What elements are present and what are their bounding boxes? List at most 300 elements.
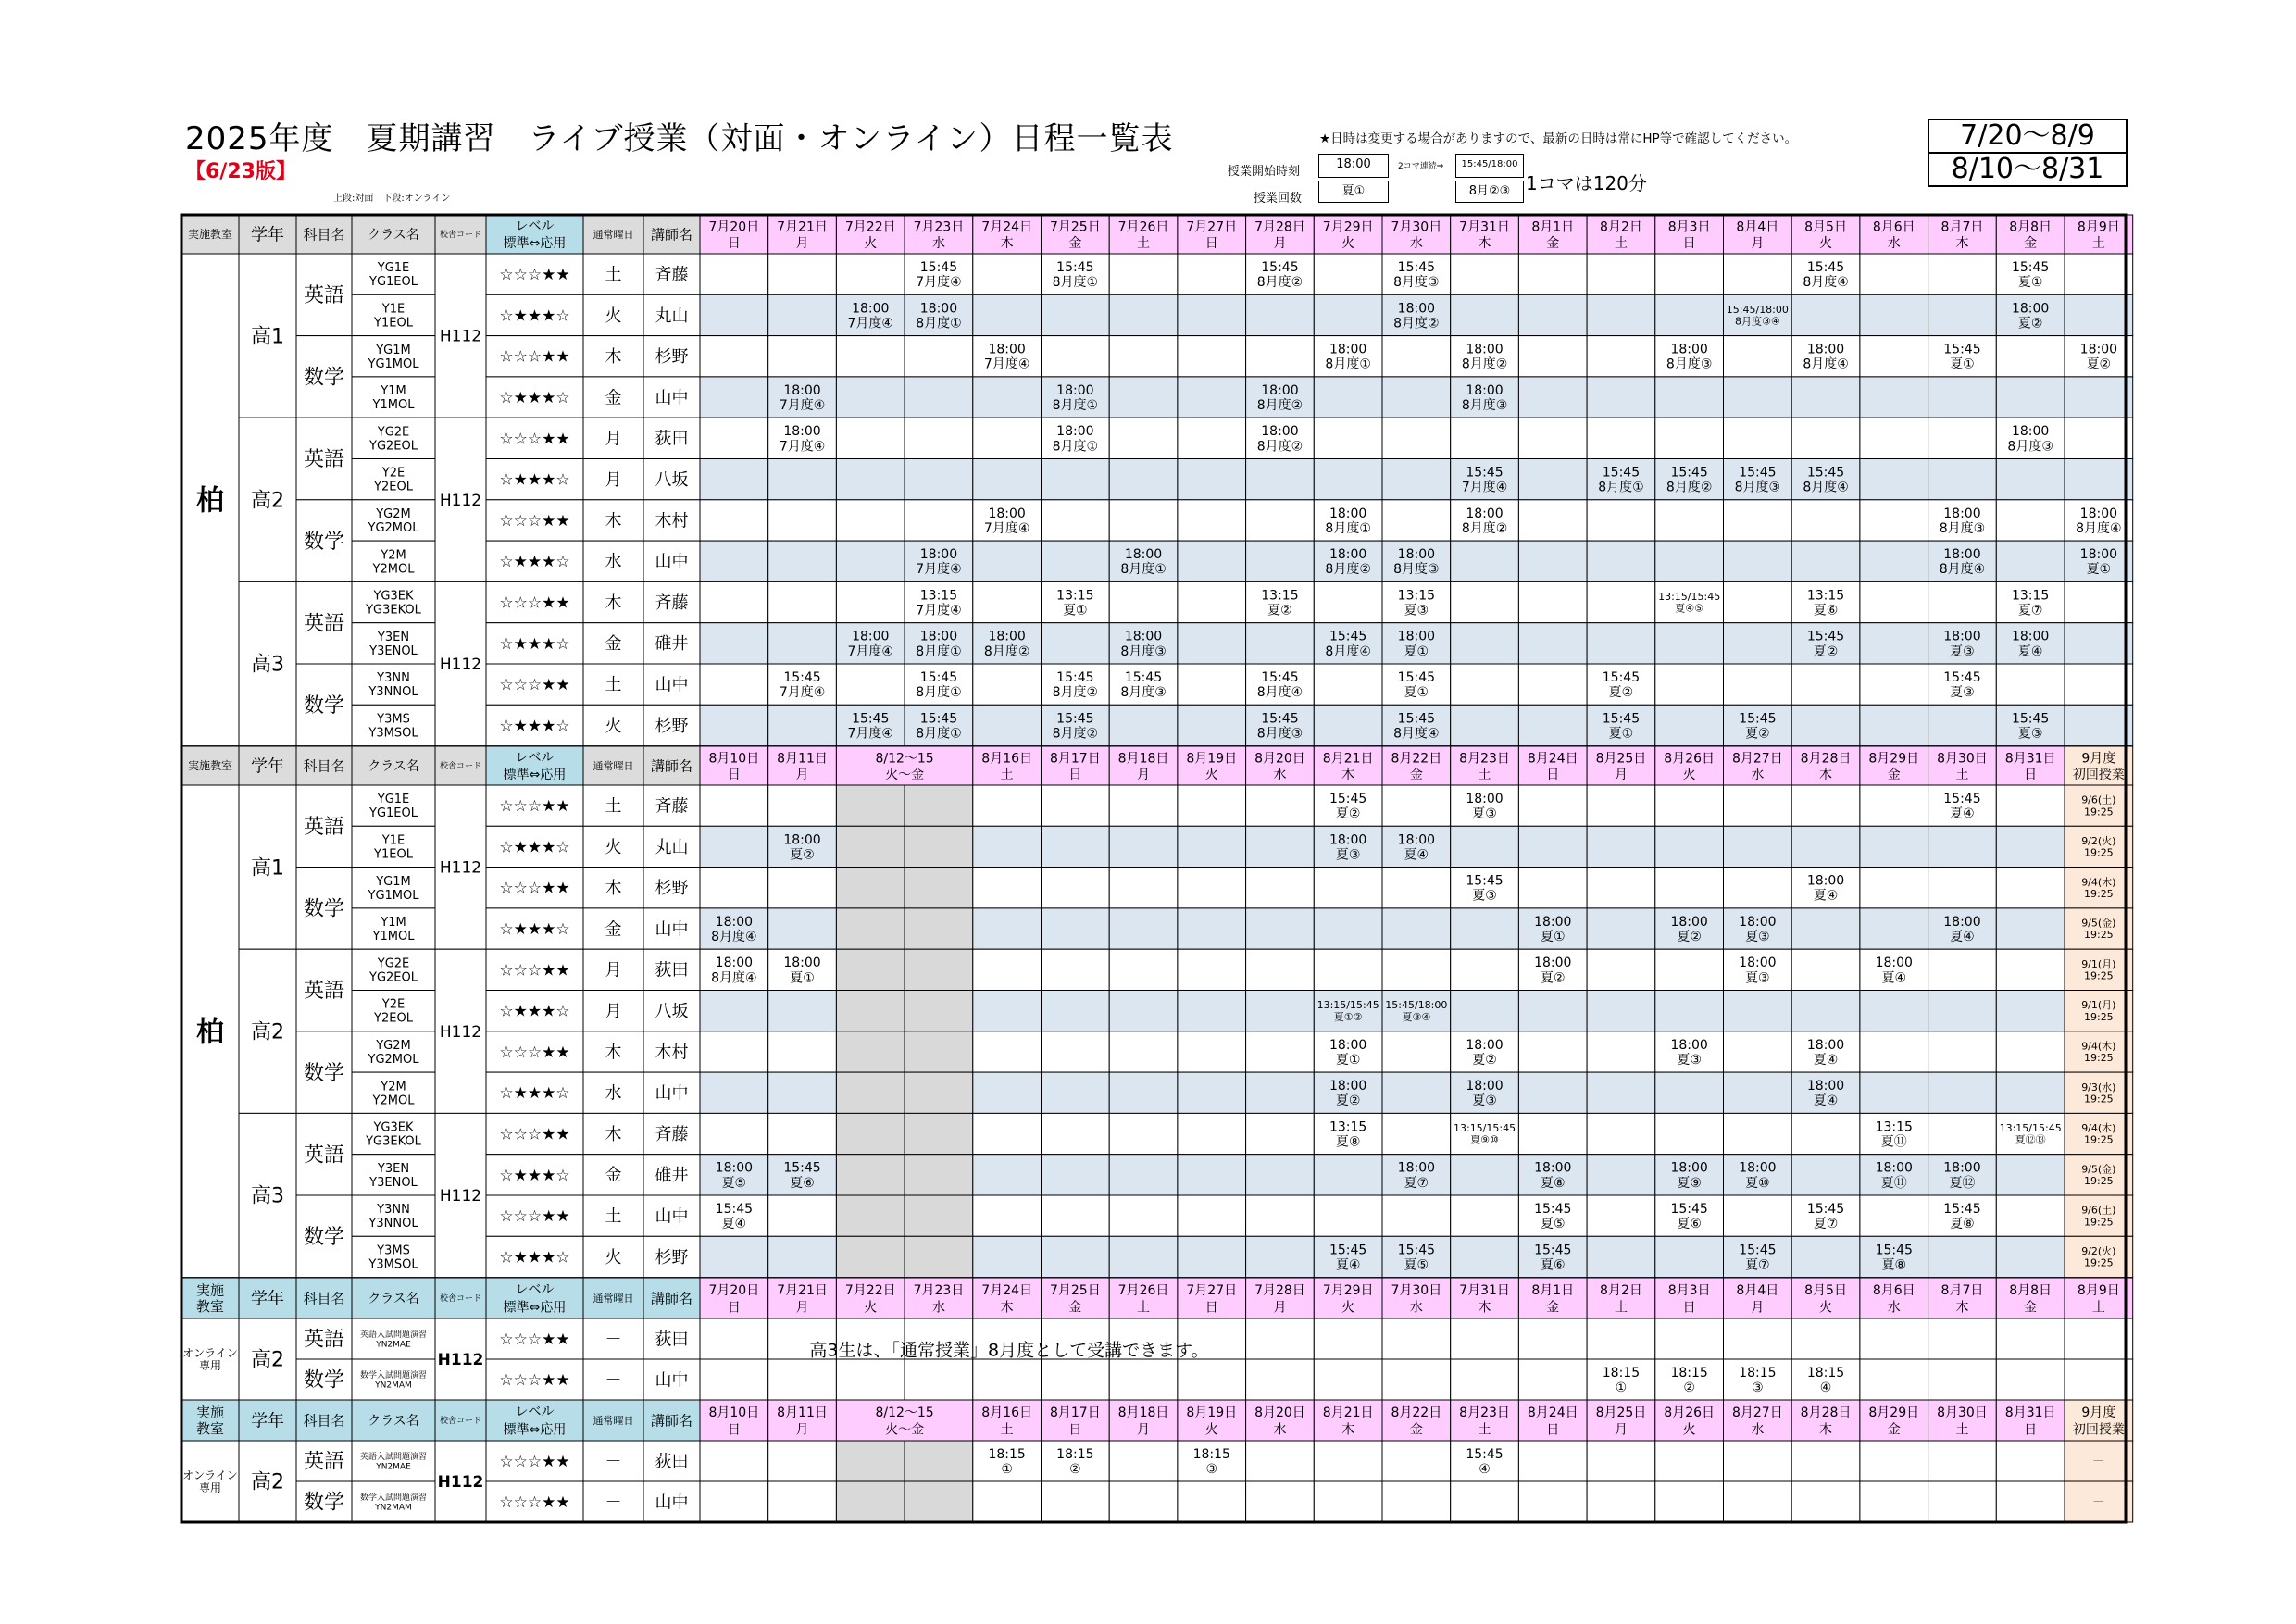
aug-break-cell [905,1072,973,1113]
jul-schedule-cell [1382,418,1451,458]
jul-weekday-label: 土 [2091,236,2105,252]
aug-weekday-label: 火 [1204,768,1218,783]
onaug-teacher-label: 荻田 [655,1452,689,1472]
onaug-col-grade: 学年 [251,1411,284,1431]
jul-date-label: 8月6日 [1872,219,1915,235]
jul-session: 15:45 8月度① [916,670,962,701]
aug-schedule-cell [1314,868,1382,908]
jul-session: 15:45 8月度② [1052,670,1099,701]
onjul-schedule-cell [1178,1359,1246,1400]
jul-level-stars: ☆☆☆★★ [499,511,570,531]
jul-weekday-label: 木 [605,347,622,368]
onaug-col-code: 校舎コード [439,1417,482,1427]
jul-weekday-label: 金 [2024,236,2038,252]
aug-schedule-cell [1724,1031,1792,1072]
onaug-weekday-label: 月 [795,1422,809,1438]
aug-schedule-cell [1178,991,1246,1031]
jul-code-label: H112 [439,327,482,346]
jul-schedule-cell [1314,254,1382,294]
aug-session: 9/4(木) 19:25 [2081,1122,2116,1146]
onjul-weekday-label: 水 [1409,1300,1423,1316]
aug-code-label: H112 [439,1022,482,1042]
aug-grade-label: 高2 [251,1020,284,1044]
jul-schedule-cell [1451,705,1519,745]
jul-schedule-cell [2065,664,2133,705]
jul-teacher-label: 木村 [655,511,689,531]
jul-schedule-cell [768,336,837,377]
aug-session: 15:45 夏⑥ [1670,1202,1708,1232]
jul-schedule-cell [1724,581,1792,622]
jul-campus-label: 柏 [196,484,224,518]
jul-schedule-cell [1109,336,1178,377]
jul-col-level-top: レベル [515,219,555,234]
onaug-date-label: 8月18日 [1117,1405,1169,1421]
onaug-weekday-label: 金 [1887,1422,1901,1438]
jul-subject-label: 英語 [303,284,345,307]
aug-break-cell [905,991,973,1031]
onjul-weekday-label: 土 [1614,1300,1628,1316]
aug-session: 15:45 夏⑤ [1534,1202,1572,1232]
jul-grade-label: 高2 [251,489,284,513]
aug-session: 18:00 夏⑦ [1397,1160,1436,1191]
aug-schedule-cell [1382,1031,1451,1072]
aug-schedule-cell [1109,1155,1178,1195]
aug-schedule-cell [1587,1113,1655,1154]
jul-schedule-cell [1314,418,1382,458]
aug-schedule-cell [1791,908,1860,949]
aug-schedule-cell [1109,1031,1178,1072]
aug-weekday-label: 月 [1614,768,1628,783]
jul-session: 15:45 夏① [2011,260,2050,291]
jul-schedule-cell [973,459,1042,500]
onjul-col-code: 校舎コード [439,1294,482,1305]
aug-schedule-cell [973,1031,1042,1072]
onaug-schedule-cell [1791,1441,1860,1481]
onjul-teacher-label: 山中 [655,1370,689,1391]
aug-schedule-cell [1928,1072,1997,1113]
onaug-date-label: 8月24日 [1527,1405,1578,1421]
jul-session: 15:45 夏② [1739,711,1777,742]
jul-session: 18:00 夏③ [1943,629,1981,659]
jul-schedule-cell [1518,377,1587,418]
jul-session: 15:45 8月度② [1052,711,1099,742]
onaug-break-cell [836,1441,905,1481]
aug-weekday-label: 月 [1137,768,1151,783]
jul-session: 18:00 夏① [2079,547,2118,578]
jul-schedule-cell [1178,664,1246,705]
onaug-schedule-cell [1724,1481,1792,1522]
aug-schedule-cell [1791,826,1860,867]
aug-subject-label: 数学 [303,1226,345,1249]
aug-schedule-cell [973,949,1042,990]
aug-break-cell [836,1195,905,1236]
jul-date-label: 7月27日 [1186,219,1238,235]
jul-schedule-cell [1109,418,1178,458]
onjul-weekday-label: 日 [727,1300,741,1316]
jul-schedule-cell [1587,500,1655,541]
jul-session: 18:00 8月度① [916,629,962,659]
jul-schedule-cell [1860,294,1928,335]
jul-session: 18:00 8月度① [1052,424,1099,455]
aug-schedule-cell [1042,991,1110,1031]
jul-schedule-cell [1996,336,2065,377]
jul-schedule-cell [905,336,973,377]
jul-class-name-label: Y1M Y1MOL [372,384,415,413]
aug-date-label: 8月11日 [777,751,828,767]
onjul-schedule-cell [1314,1359,1382,1400]
onaug-weekday-label: 月 [1614,1422,1628,1438]
jul-date-label: 8月4日 [1736,219,1779,235]
jul-class-name-label: YG2E YG2EOL [369,425,418,454]
aug-schedule-cell [1996,1072,2065,1113]
jul-session: 18:00 7月度④ [916,547,962,578]
aug-schedule-cell [1109,1195,1178,1236]
aug-level-stars: ☆☆☆★★ [499,1125,570,1144]
onaug-schedule-cell [1655,1441,1724,1481]
jul-session: 15:45 8月度③ [1734,465,1781,495]
aug-weekday-label: 日 [1546,768,1560,783]
aug-schedule-cell [1996,826,2065,867]
jul-schedule-cell [1109,500,1178,541]
jul-schedule-cell [1724,336,1792,377]
aug-schedule-cell [1178,1072,1246,1113]
onaug-weekday-label: － [605,1493,622,1513]
aug-teacher-label: 碓井 [655,1166,689,1186]
aug-session: 18:00 夏③ [1670,1037,1708,1068]
jul-session: 18:00 7月度④ [847,301,893,331]
jul-schedule-cell [1928,459,1997,500]
aug-schedule-cell [1587,1236,1655,1277]
onjul-date-label: 7月30日 [1391,1283,1442,1299]
aug-schedule-cell [1928,991,1997,1031]
aug-schedule-cell [1655,1072,1724,1113]
aug-schedule-cell [1109,1072,1178,1113]
jul-schedule-cell [1928,705,1997,745]
aug-col-weekday: 通常曜日 [593,759,634,772]
aug-weekday-label: 水 [1273,768,1287,783]
onjul-col-class: クラス名 [368,1291,419,1306]
aug-session: 15:45 夏② [1329,792,1367,822]
jul-session: 15:45 7月度④ [916,260,962,291]
onjul-schedule-cell [1314,1318,1382,1359]
jul-session: 18:00 8月度① [1325,506,1371,536]
jul-date-label: 7月22日 [844,219,896,235]
aug-session: 13:15 夏⑧ [1329,1119,1367,1150]
aug-schedule-cell [1518,868,1587,908]
jul-session: 15:45 夏① [1943,342,1981,372]
onaug-col-class: クラス名 [368,1413,419,1429]
jul-schedule-cell [973,664,1042,705]
aug-schedule-cell [1178,1155,1246,1195]
jul-session: 18:00 7月度④ [847,629,893,659]
aug-schedule-cell [1451,1195,1519,1236]
aug-schedule-cell [1587,826,1655,867]
aug-schedule-cell [700,1236,768,1277]
aug-break-cell [836,1072,905,1113]
aug-schedule-cell [1655,949,1724,990]
legend-count-2: 8月②③ [1455,181,1524,203]
jul-schedule-cell [973,705,1042,745]
aug-schedule-cell [700,826,768,867]
jul-schedule-cell [1382,459,1451,500]
aug-weekday-label: 金 [605,1166,622,1186]
onjul-campus-label: オンライン専用 [182,1346,238,1373]
onjul-weekday-label: 水 [1887,1300,1901,1316]
jul-date-label: 8月5日 [1804,219,1847,235]
jul-session: 18:00 8月度④ [2076,506,2122,536]
onaug-weekday-label: 日 [1546,1422,1560,1438]
onjul-schedule-cell [700,1359,768,1400]
aug-session: 18:00 夏③ [1466,1079,1504,1109]
onaug-date-label: 8月30日 [1937,1405,1988,1421]
jul-session: 15:45 8月度② [1256,260,1304,291]
jul-session: 18:00 8月度② [1325,547,1371,578]
onaug-weekday-label: 月 [1137,1422,1151,1438]
aug-session: 13:15/15:45 夏①② [1316,999,1379,1023]
onaug-grade-label: 高2 [251,1470,284,1494]
onaug-weekday-label: 土 [1478,1422,1491,1438]
aug-schedule-cell [1655,868,1724,908]
aug-schedule-cell [1042,1113,1110,1154]
jul-grade-label: 高1 [251,325,284,349]
onaug-schedule-cell [1996,1441,2065,1481]
jul-schedule-cell [768,500,837,541]
jul-level-stars: ☆★★★☆ [499,553,570,572]
jul-schedule-cell [1109,254,1178,294]
onaug-schedule-cell [1109,1441,1178,1481]
aug-session: 15:45/18:00 夏③④ [1385,999,1448,1023]
jul-session: 18:00 8月度② [1256,424,1304,455]
jul-schedule-cell [1246,541,1315,581]
aug-weekday-label: 金 [605,919,622,940]
aug-break-cell [836,868,905,908]
aug-schedule-cell [1314,908,1382,949]
onjul-schedule-cell [1996,1318,2065,1359]
jul-schedule-cell [1928,418,1997,458]
onjul-date-label: 8月2日 [1600,1283,1642,1299]
aug-weekday-label: 土 [1000,768,1014,783]
aug-schedule-cell [1246,908,1315,949]
aug-schedule-cell [1996,868,2065,908]
aug-date-label: 8月25日 [1595,751,1647,767]
aug-campus-label: 柏 [196,1016,224,1049]
jul-schedule-cell [1178,254,1246,294]
onaug-level-stars: ☆☆☆★★ [499,1452,570,1471]
aug-teacher-label: 山中 [655,1083,689,1104]
jul-schedule-cell [1314,664,1382,705]
aug-break-cell [905,868,973,908]
onjul-class-name-label: 英語入試問題演習 YN2MAE [359,1330,428,1350]
aug-schedule-cell [1996,991,2065,1031]
aug-teacher-label: 八坂 [655,1001,689,1021]
jul-weekday-label: 土 [1137,236,1151,252]
onjul-date-label: 8月3日 [1667,1283,1711,1299]
jul-schedule-cell [1451,254,1519,294]
aug-break-cell [836,1031,905,1072]
aug-schedule-cell [1587,1155,1655,1195]
jul-schedule-cell [700,459,768,500]
aug-session: 18:00 夏④ [1806,1079,1845,1109]
jul-col-class: クラス名 [368,227,419,243]
jul-level-stars: ☆★★★☆ [499,634,570,654]
onaug-date-label: 8月22日 [1391,1405,1442,1421]
onjul-schedule-cell [1382,1359,1451,1400]
jul-teacher-label: 斉藤 [655,593,689,613]
jul-schedule-cell [1246,623,1315,664]
aug-schedule-cell [1996,1236,2065,1277]
onaug-col-subject: 科目名 [303,1412,345,1430]
online-note: 高3生は、「通常授業」8月度として受講できます。 [809,1340,1209,1361]
aug-schedule-cell [1382,908,1451,949]
jul-class-name-label: Y3NN Y3NNOL [368,671,418,700]
aug-session: 13:15 夏⑪ [1875,1119,1913,1150]
aug-teacher-label: 杉野 [655,879,689,899]
onaug-schedule-cell [1587,1441,1655,1481]
jul-schedule-cell [1655,418,1724,458]
aug-schedule-cell [1996,949,2065,990]
jul-session: 18:00 8月度① [1120,547,1167,578]
jul-date-label: 8月1日 [1531,219,1575,235]
aug-teacher-label: 山中 [655,1206,689,1227]
jul-schedule-cell [2065,377,2133,418]
aug-schedule-cell [1587,785,1655,826]
jul-session: 15:45 8月度④ [1325,629,1371,659]
onjul-weekday-label: 木 [1000,1300,1014,1316]
aug-session: 15:45 夏④ [1329,1243,1367,1273]
jul-schedule-cell [1178,336,1246,377]
jul-session: 15:45 8月度④ [1393,711,1440,742]
onaug-date-label: 8月16日 [981,1405,1033,1421]
aug-col-grade: 学年 [251,756,284,777]
legend-count-1: 夏① [1318,181,1389,203]
onaug-date-label: 8月31日 [2004,1405,2056,1421]
jul-class-name-label: YG1E YG1EOL [369,261,418,290]
aug-schedule-cell [1178,785,1246,826]
onaug-break-cell [905,1481,973,1522]
aug-schedule-cell [1791,785,1860,826]
jul-schedule-cell [1655,254,1724,294]
jul-code-label: H112 [439,655,482,674]
onjul-date-label: 7月20日 [708,1283,760,1299]
aug-schedule-cell [1996,908,2065,949]
aug-session: 18:00 夏② [1329,1079,1367,1109]
aug-session: 15:45 夏⑧ [1943,1202,1981,1232]
jul-schedule-cell [1724,377,1792,418]
jul-schedule-cell [1791,541,1860,581]
onaug-class-name-label: 英語入試問題演習 YN2MAE [359,1452,428,1472]
jul-weekday-label: 金 [1068,236,1082,252]
aug-schedule-cell [1724,826,1792,867]
aug-schedule-cell [1246,1236,1315,1277]
onjul-schedule-cell [1791,1318,1860,1359]
jul-schedule-cell [1860,459,1928,500]
onaug-schedule-cell [1860,1441,1928,1481]
jul-weekday-label: 日 [727,236,741,252]
onjul-weekday-label: 金 [1546,1300,1560,1316]
onjul-date-label: 7月26日 [1117,1283,1169,1299]
onjul-session: 18:15 ④ [1806,1365,1845,1395]
jul-date-label: 8月9日 [2077,219,2120,235]
jul-schedule-cell [768,254,837,294]
jul-schedule-cell [2065,418,2133,458]
jul-session: 15:45 夏① [1602,711,1641,742]
aug-schedule-cell [1587,868,1655,908]
jul-session: 18:00 夏④ [2011,629,2050,659]
jul-teacher-label: 斉藤 [655,265,689,285]
jul-schedule-cell [1246,336,1315,377]
jul-weekday-label: 木 [605,593,622,613]
aug-schedule-cell [1246,1031,1315,1072]
aug-break-cell [905,1195,973,1236]
jul-level-stars: ☆★★★☆ [499,717,570,736]
jul-class-name-label: YG2M YG2MOL [368,507,419,535]
jul-schedule-cell [1246,500,1315,541]
onaug-schedule-cell [1246,1481,1315,1522]
jul-schedule-cell [1451,418,1519,458]
aug-schedule-cell [1178,1031,1246,1072]
onjul-date-label: 7月31日 [1459,1283,1510,1299]
jul-schedule-cell [1518,541,1587,581]
aug-schedule-cell [1042,949,1110,990]
onjul-weekday-label: 火 [864,1300,878,1316]
jul-schedule-cell [1518,500,1587,541]
aug-break-cell [905,949,973,990]
jul-date-label: 7月24日 [981,219,1033,235]
aug-schedule-cell [1451,1155,1519,1195]
aug-level-stars: ☆☆☆★★ [499,879,570,898]
jul-schedule-cell [1382,377,1451,418]
jul-schedule-cell [1109,705,1178,745]
onjul-level-stars: ☆☆☆★★ [499,1370,570,1390]
aug-class-name-label: Y3EN Y3ENOL [369,1161,418,1190]
aug-level-stars: ☆☆☆★★ [499,797,570,817]
onaug-schedule-cell [1382,1481,1451,1522]
jul-schedule-cell [1724,418,1792,458]
aug-date-label: 8月30日 [1937,751,1988,767]
jul-weekday-label: 水 [1409,236,1423,252]
onaug-session: 18:15 ① [988,1446,1026,1477]
onaug-schedule-cell [700,1441,768,1481]
jul-date-label: 8月8日 [2009,219,2053,235]
aug-schedule-cell [1178,868,1246,908]
onaug-weekday-label: 水 [1273,1422,1287,1438]
aug-break-cell [905,908,973,949]
aug-level-stars: ☆★★★☆ [499,1248,570,1268]
onjul-weekday-label: － [605,1330,622,1350]
jul-col-code: 校舎コード [439,231,482,241]
onjul-date-label: 8月4日 [1736,1283,1779,1299]
onaug-weekday-label: 火～金 [885,1422,925,1438]
onjul-weekday-label: 金 [2024,1300,2038,1316]
onjul-date-label: 8月9日 [2077,1283,2120,1299]
onjul-schedule-cell [1451,1318,1519,1359]
jul-schedule-cell [1518,336,1587,377]
onjul-col-subject: 科目名 [303,1290,345,1307]
aug-session: 9/6(土) 19:25 [2081,793,2116,818]
jul-class-name-label: YG3EK YG3EKOL [366,589,421,618]
onjul-session: 18:15 ③ [1739,1365,1777,1395]
jul-subject-label: 英語 [303,612,345,636]
aug-schedule-cell [1996,785,2065,826]
aug-schedule-cell [700,1072,768,1113]
jul-level-stars: ☆☆☆★★ [499,266,570,285]
aug-session: 18:00 夏② [1670,914,1708,944]
aug-schedule-cell [1587,991,1655,1031]
aug-break-cell [836,1155,905,1195]
onaug-weekday-label: 火 [1682,1422,1696,1438]
jul-schedule-cell [1996,541,2065,581]
jul-weekday-label: 火 [1819,236,1833,252]
